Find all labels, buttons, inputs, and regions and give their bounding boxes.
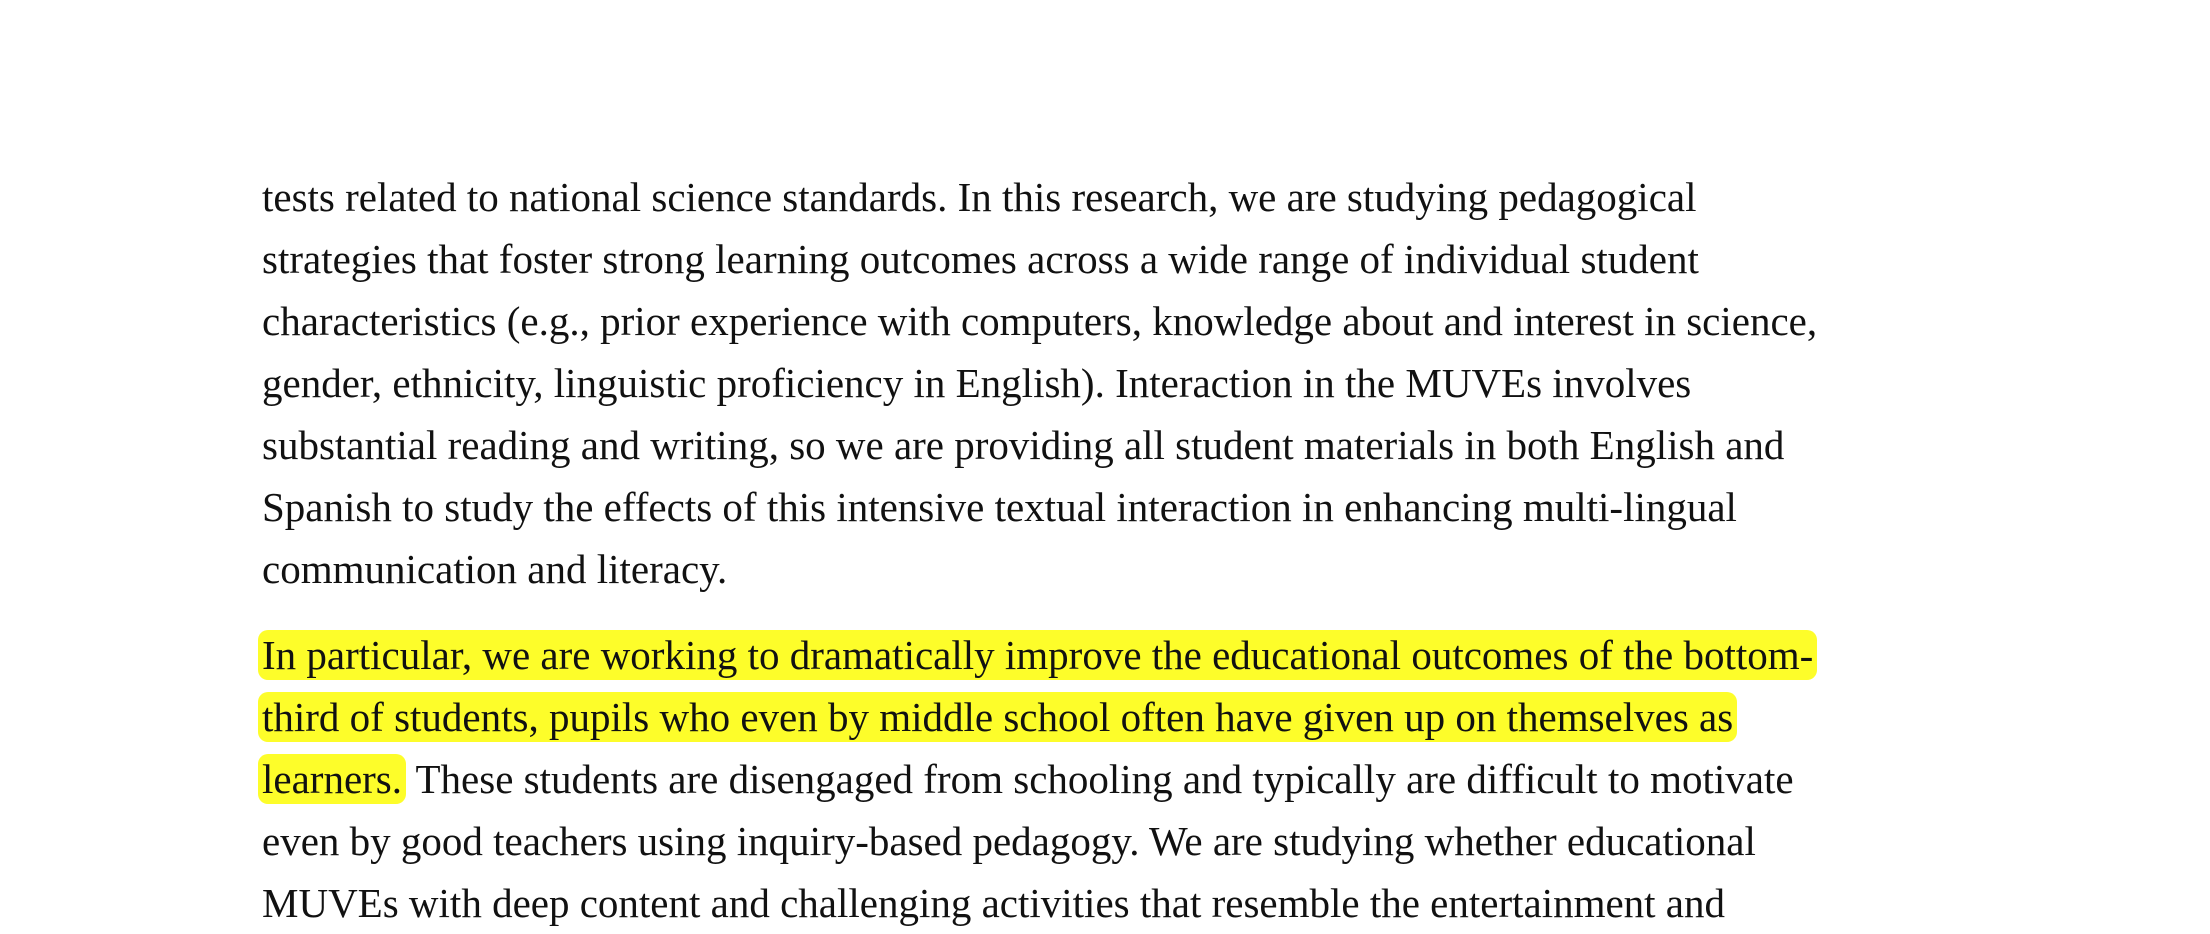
highlighted-text: learners. <box>258 754 406 804</box>
paragraph-2-text: These students are disengaged from schooling and typically are difficult to motivate <box>406 756 1794 802</box>
paragraph-2-line-3 <box>262 748 1794 810</box>
highlighted-text: In particular, we are working to dramatically improve the educational outcomes of the bottom- <box>258 630 1817 680</box>
paragraph-1-line-2: strategies that foster strong learning outcomes across a wide range of individual student <box>262 236 1699 282</box>
paragraph-2-line-4: even by good teachers using inquiry-based pedagogy. We are studying whether educational <box>262 818 1756 864</box>
paragraph-2-line-5: MUVEs with deep content and challenging activities that resemble the entertainment and <box>262 880 1726 926</box>
paragraph-1-line-6: Spanish to study the effects of this intensive textual interaction in enhancing multi-lingual <box>262 484 1737 530</box>
paragraph-1-line-5: substantial reading and writing, so we are providing all student materials in both English and <box>262 422 1785 468</box>
paragraph-1-line-1: tests related to national science standards. In this research, we are studying pedagogical <box>262 174 1697 220</box>
highlighted-text: third of students, pupils who even by middle school often have given up on themselves as <box>258 692 1737 742</box>
paragraph-2-line-2 <box>262 686 1737 748</box>
paragraph-2-line-1 <box>262 624 1817 686</box>
paragraph-1-line-7: communication and literacy. <box>262 546 728 592</box>
paragraph-1-line-4: gender, ethnicity, linguistic proficiency in English). Interaction in the MUVEs involves <box>262 360 1692 406</box>
paragraph-1-line-3: characteristics (e.g., prior experience with computers, knowledge about and interest in science, <box>262 298 1818 344</box>
